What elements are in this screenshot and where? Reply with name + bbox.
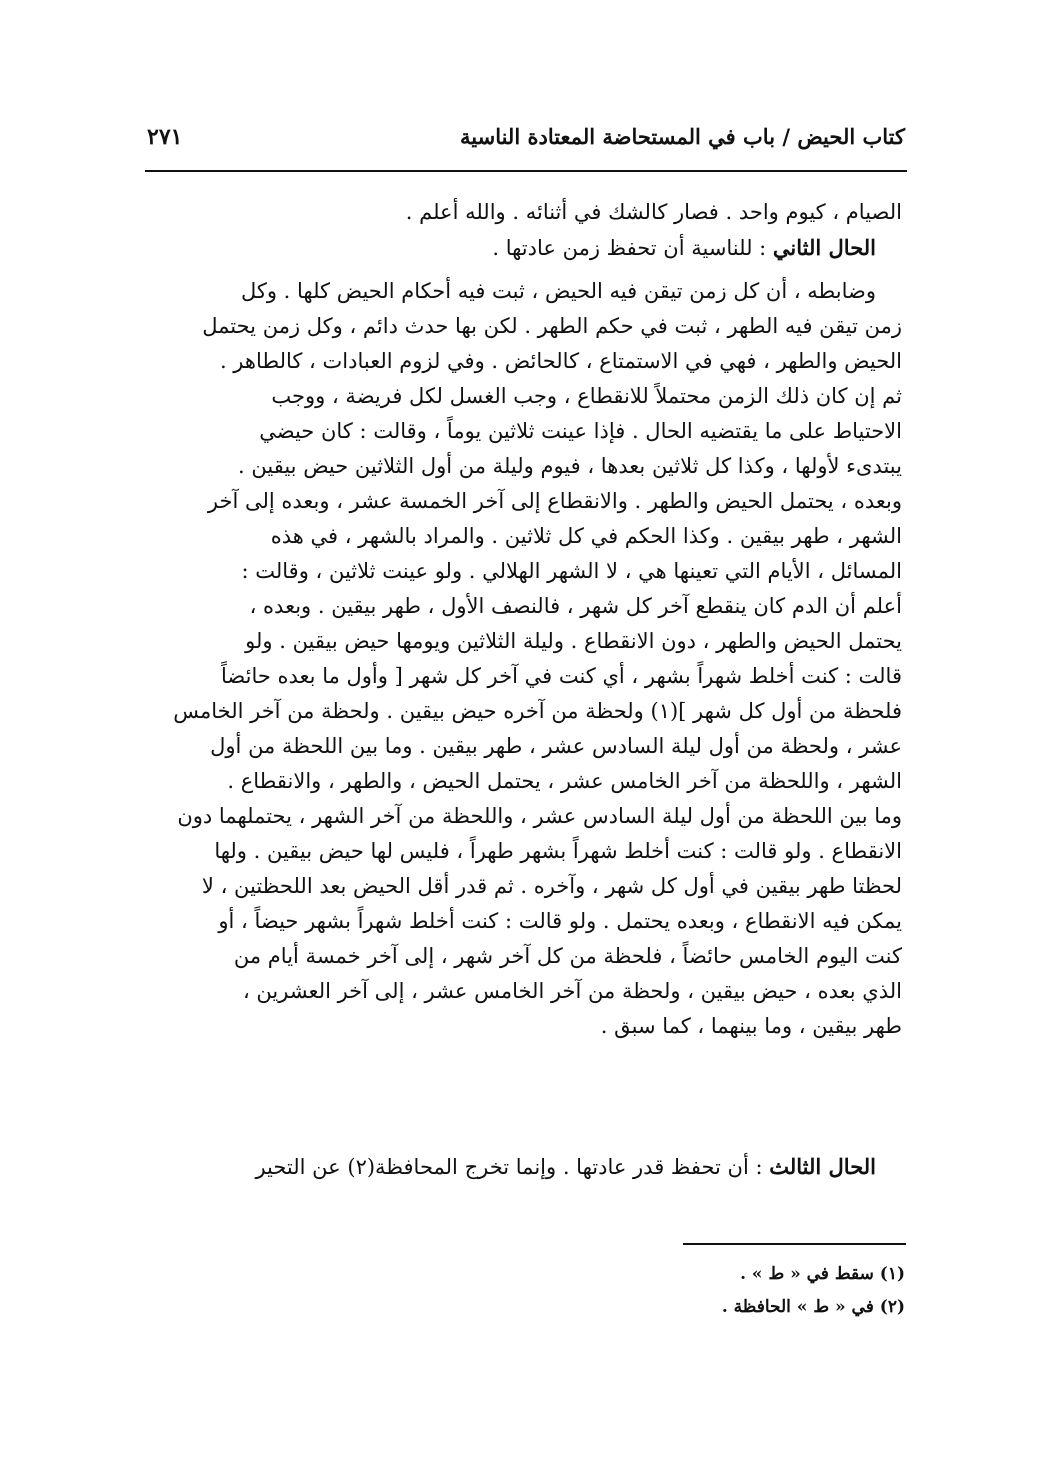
text-line: الشهر ، طهر بيقين . وكذا الحكم في كل ثلاثين . والمراد بالشهر ، في هذه [270, 524, 902, 548]
text-line: كنت اليوم الخامس حائضاً ، فلحظة من كل آخر شهر ، إلى آخر خمسة أيام من [233, 944, 902, 968]
case-two-label: الحال الثاني [772, 235, 876, 260]
text-line: زمن تيقن فيه الطهر ، ثبت في حكم الطهر . لكن بها حدث دائم ، وكل زمن يحتمل [202, 314, 902, 338]
text-line: وضابطه ، أن كل زمن تيقن فيه الحيض ، ثبت فيه أحكام الحيض كلها . وكل [240, 279, 876, 303]
footnote-2: (٢) في « ط » الحافظة . [721, 1297, 905, 1317]
text-line: الانقطاع . ولو قالت : كنت أخلط شهراً بشهر طهراً ، فليس لها حيض بيقين . ولها [214, 839, 902, 863]
paragraph-gap [150, 265, 902, 274]
text-line: وما بين اللحظة من أول ليلة السادس عشر ، واللحظة من آخر الشهر ، يحتملهما دون [177, 804, 902, 828]
footnotes [600, 1258, 905, 1324]
case-two-line [150, 230, 902, 265]
text-line: طهر بيقين ، وما بينهما ، كما سبق . [600, 1014, 902, 1038]
page-number: ٢٧١ [147, 124, 183, 150]
text-line: يحتمل الحيض والطهر ، دون الانقطاع . وليلة الثلاثين ويومها حيض بيقين . ولو [245, 629, 902, 653]
text-line: المسائل ، الأيام التي تعينها هي ، لا الشهر الهلالي . ولو عينت ثلاثين ، وقالت : [241, 559, 902, 583]
case-three-text: : أن تحفظ قدر عادتها . وإنما تخرج المحافظة(٢) عن التحير [255, 1155, 770, 1179]
text-line: يبتدىء لأولها ، وكذا كل ثلاثين بعدها ، فيوم وليلة من أول الثلاثين حيض بيقين . [238, 454, 902, 478]
text-line [150, 1114, 902, 1149]
text-line: الذي بعده ، حيض بيقين ، ولحظة من آخر الخامس عشر ، إلى آخر العشرين ، [242, 979, 902, 1003]
case-two-text: : للناسية أن تحفظ زمن عادتها . [492, 236, 773, 260]
main-text [150, 195, 902, 1184]
text-line: عشر ، ولحظة من أول ليلة السادس عشر ، طهر بيقين . وما بين اللحظة من أول [210, 734, 902, 758]
case-three-label: الحال الثالث [769, 1154, 876, 1179]
text-line: الحيض والطهر ، فهي في الاستمتاع ، كالحائض . وفي لزوم العبادات ، كالطاهر . [219, 349, 902, 373]
footnote-1: (١) سقط في « ط » . [740, 1264, 905, 1284]
footnote-divider [683, 1243, 906, 1245]
header-divider [145, 170, 907, 172]
page-header [145, 124, 905, 168]
text-line: فلحظة من أول كل شهر ](١) ولحظة من آخره حيض بيقين . ولحظة من آخر الخامس [173, 699, 902, 723]
text-line: قالت : كنت أخلط شهراً بشهر ، أي كنت في آخر كل شهر [ وأول ما بعده حائضاً [221, 664, 902, 688]
running-title: كتاب الحيض / باب في المستحاضة المعتادة الناسية [460, 124, 905, 149]
text-line: لحظتا طهر بيقين في أول كل شهر ، وآخره . ثم قدر أقل الحيض بعد اللحظتين ، لا [201, 874, 902, 898]
text-line: وبعده ، يحتمل الحيض والطهر . والانقطاع إلى آخر الخمسة عشر ، وبعده إلى آخر [207, 489, 902, 513]
text-line: يمكن فيه الانقطاع ، وبعده يحتمل . ولو قالت : كنت أخلط شهراً بشهر حيضاً ، أو [218, 909, 902, 933]
text-line: ثم إن كان ذلك الزمن محتملاً للانقطاع ، وجب الغسل لكل فريضة ، ووجب [271, 384, 902, 408]
text-line: أعلم أن الدم كان ينقطع آخر كل شهر ، فالنصف الأول ، طهر بيقين . وبعده ، [249, 594, 902, 618]
text-line: الاحتياط على ما يقتضيه الحال . فإذا عينت ثلاثين يوماً ، وقالت : كان حيضي [259, 419, 902, 443]
text-line [150, 1079, 902, 1114]
case-three-line [150, 1149, 902, 1184]
text-line [150, 1044, 902, 1079]
text-line: الصيام ، كيوم واحد . فصار كالشك في أثنائه . والله أعلم . [405, 200, 902, 224]
text-line: الشهر ، واللحظة من آخر الخامس عشر ، يحتمل الحيض ، والطهر ، والانقطاع . [227, 769, 902, 793]
